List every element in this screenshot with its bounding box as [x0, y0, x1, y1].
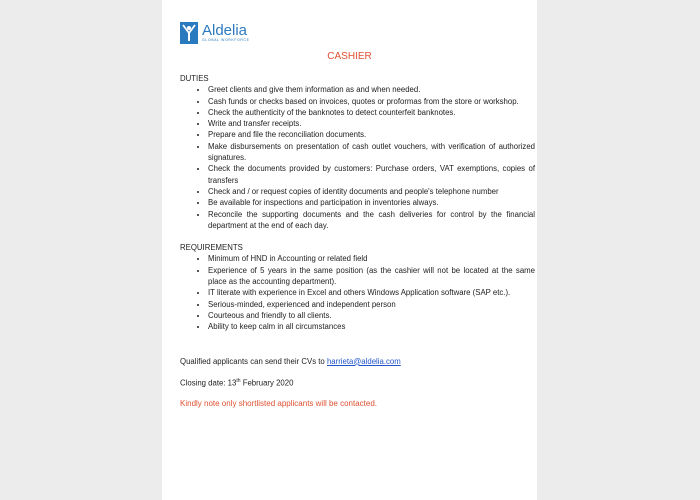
list-item: • Experience of 5 years in the same position (as the cashier will not be located at the same place as the accounting department).	[208, 265, 535, 288]
duties-heading: DUTIES	[180, 74, 209, 83]
list-item: • IT literate with experience in Excel and others Windows Application software (SAP etc.).	[208, 287, 535, 298]
list-item: • Serious-minded, experienced and independent person	[208, 299, 535, 310]
email-link[interactable]: harrieta@aldelia.com	[326, 356, 401, 366]
list-item: • Check and / or request copies of identity documents and people's telephone number	[208, 186, 535, 197]
list-item: • Minimum of HND in Accounting or related field	[208, 253, 535, 264]
person-arms-up-icon	[180, 22, 198, 44]
document-page	[162, 0, 537, 500]
logo-name: Aldelia	[202, 21, 248, 39]
list-item: • Cash funds or checks based on invoices, quotes or proformas from the store or workshop.	[208, 96, 535, 107]
list-item: • Courteous and friendly to all clients.	[208, 310, 535, 321]
list-item: • Reconcile the supporting documents and the cash deliveries for control by the financial department at the end of each day.	[208, 209, 535, 232]
list-item: • Greet clients and give them information as and when needed.	[208, 84, 535, 95]
list-item: • Make disbursements on presentation of cash outlet vouchers, with verification of authorized signatures.	[208, 141, 535, 164]
shortlist-note: Kindly note only shortlisted applicants will be contacted.	[180, 398, 377, 408]
apply-text: Qualified applicants can send their CVs to	[180, 356, 327, 366]
company-logo	[180, 22, 250, 44]
list-item: • Be available for inspections and participation in inventories always.	[208, 197, 535, 208]
list-item: • Check the documents provided by customers: Purchase orders, VAT exemptions, copies of transfers	[208, 163, 535, 186]
logo-tagline: GLOBAL WORKFORCE	[202, 37, 250, 42]
duties-list	[180, 84, 535, 231]
requirements-heading: REQUIREMENTS	[180, 243, 243, 253]
job-title: CASHIER	[327, 51, 372, 62]
list-item: • Prepare and file the reconciliation documents.	[208, 129, 535, 140]
apply-line	[180, 356, 535, 367]
document-body	[180, 73, 535, 409]
list-item: • Ability to keep calm in all circumstances	[208, 321, 535, 332]
requirements-list	[180, 253, 535, 332]
closing-date: Closing date: 13th February 2020	[180, 377, 294, 388]
list-item: • Check the authenticity of the banknotes to detect counterfeit banknotes.	[208, 107, 535, 118]
list-item: • Write and transfer receipts.	[208, 118, 535, 129]
